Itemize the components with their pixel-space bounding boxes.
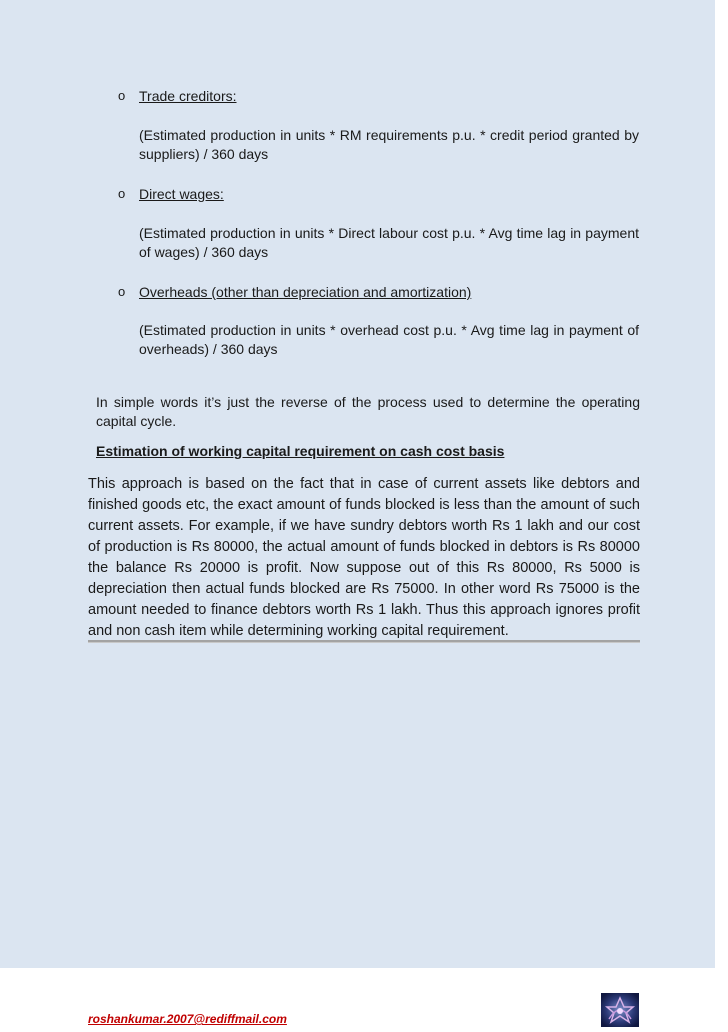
bullet-heading: Trade creditors:	[139, 88, 237, 104]
bullet-marker: o	[118, 88, 126, 103]
bullet-formula: (Estimated production in units * RM requirements p.u. * credit period granted by suppliers) / 360 days	[139, 127, 639, 162]
emblem-logo-icon	[601, 993, 639, 1027]
bullet-marker: o	[118, 284, 126, 299]
bullet-heading: Overheads (other than depreciation and amortization)	[139, 284, 472, 300]
divider	[88, 640, 640, 643]
main-paragraph: This approach is based on the fact that in case of current assets like debtors and finished goods etc, the exact amount of funds blocked is less than the amount of such current assets. For example, if we have sundry debtors worth Rs 1 lakh and our cost of production is Rs 80000, the actual amount of funds blocked in debtors is Rs 80000 the balance Rs 20000 is profit. Now suppose out of this Rs 80000, Rs 5000 is depreciation then actual funds blocked are Rs 75000. In other word Rs 75000 is the amount needed to finance debtors worth Rs 1 lakh. Thus this approach ignores profit and non cash item while determining working capital requirement.	[88, 476, 640, 639]
section-heading: Estimation of working capital requirement on cash cost basis	[96, 443, 505, 459]
footer-email-link[interactable]: roshankumar.2007@rediffmail.com	[88, 1012, 287, 1026]
summary-paragraph: In simple words it’s just the reverse of the process used to determine the operating capital cycle.	[96, 394, 640, 429]
bullet-heading: Direct wages:	[139, 186, 224, 202]
bullet-marker: o	[118, 186, 126, 201]
bullet-formula: (Estimated production in units * Direct labour cost p.u. * Avg time lag in payment of wages) / 360 days	[139, 225, 639, 260]
bullet-formula: (Estimated production in units * overhead cost p.u. * Avg time lag in payment of overheads) / 360 days	[139, 322, 639, 357]
